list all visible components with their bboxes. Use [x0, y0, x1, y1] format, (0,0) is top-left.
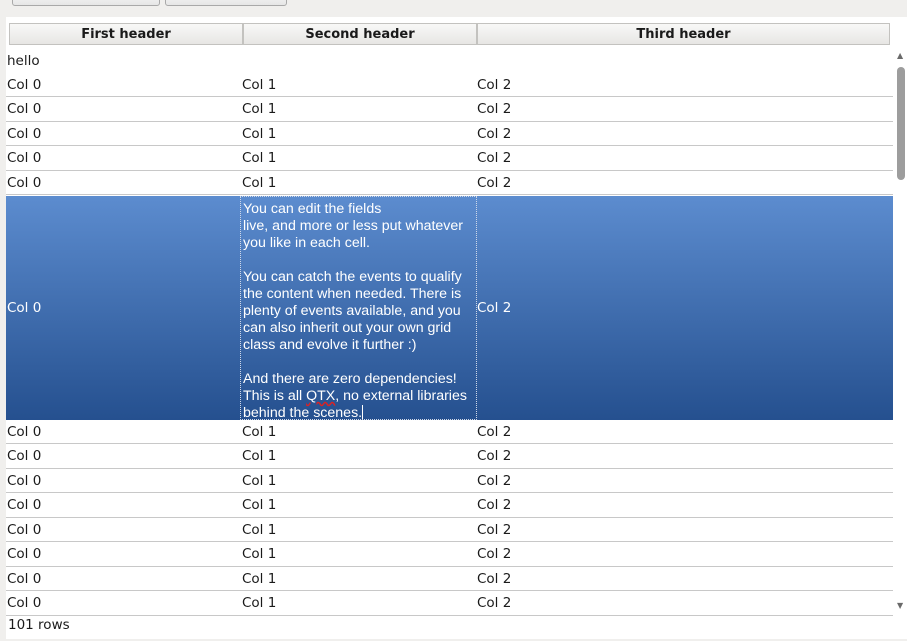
table-row[interactable] [6, 97, 893, 122]
table-cell-col0[interactable]: Col 0 [7, 522, 42, 538]
table-row[interactable] [6, 146, 893, 171]
arrow-up-icon[interactable]: ▲ [897, 51, 904, 60]
table-cell-col2[interactable]: Col 2 [477, 126, 512, 142]
table-cell-col1[interactable]: Col 1 [242, 77, 277, 93]
table-row[interactable] [6, 420, 893, 444]
table-row[interactable] [6, 542, 893, 567]
cell-editor[interactable] [240, 196, 477, 420]
table-cell-col1[interactable]: Col 1 [242, 595, 277, 611]
toolbar-button-1[interactable] [12, 0, 160, 6]
table-cell-col0[interactable]: Col 0 [7, 101, 42, 117]
editor-line [243, 354, 474, 371]
table-row[interactable] [6, 567, 893, 591]
editor-line [243, 252, 474, 269]
table-row[interactable] [6, 493, 893, 518]
editor-line: class and evolve it further :) [243, 337, 417, 353]
table-cell-col1[interactable]: Col 1 [242, 175, 277, 191]
selected-row[interactable] [6, 196, 893, 420]
editor-line: You can edit the fields [243, 201, 382, 217]
editor-line: behind the scenes. [243, 405, 363, 421]
table-cell-col0[interactable]: Col 0 [7, 77, 42, 93]
row-count-status: 101 rows [8, 617, 70, 633]
table-row[interactable] [6, 469, 893, 493]
table-cell-col0[interactable]: Col 0 [7, 571, 42, 587]
table-row[interactable] [6, 518, 893, 542]
table-cell-col1[interactable]: Col 1 [242, 424, 277, 440]
table-cell-col2[interactable]: Col 2 [477, 424, 512, 440]
table-cell-col2[interactable]: Col 2 [477, 595, 512, 611]
selected-cell-col0[interactable]: Col 0 [7, 300, 42, 316]
table-cell-col0[interactable]: Col 0 [7, 150, 42, 166]
table-cell-col0[interactable]: Col 0 [7, 424, 42, 440]
editor-line: you like in each cell. [243, 235, 370, 251]
table-cell-col1[interactable]: Col 1 [242, 473, 277, 489]
table-cell-col1[interactable]: Col 1 [242, 546, 277, 562]
table-cell-col1[interactable]: Col 1 [242, 571, 277, 587]
table-cell-col1[interactable]: Col 1 [242, 497, 277, 513]
editor-line: the content when needed. There is [243, 286, 462, 302]
table-cell-col2[interactable]: Col 2 [477, 77, 512, 93]
table-cell-col2[interactable]: Col 2 [477, 571, 512, 587]
data-grid[interactable] [6, 17, 907, 639]
editor-line: You can catch the events to qualify [243, 269, 462, 285]
table-cell-col0[interactable]: Col 0 [7, 497, 42, 513]
editor-line: can also inherit out your own grid [243, 320, 452, 336]
table-cell-col0[interactable]: Col 0 [7, 595, 42, 611]
editor-line: live, and more or less put whatever [243, 218, 464, 234]
table-cell-col0[interactable]: Col 0 [7, 448, 42, 464]
table-cell-col1[interactable]: Col 1 [242, 448, 277, 464]
table-row[interactable] [6, 444, 893, 469]
arrow-down-icon[interactable]: ▼ [897, 601, 904, 610]
table-cell-col2[interactable]: Col 2 [477, 150, 512, 166]
table-cell-col0[interactable]: Col 0 [7, 473, 42, 489]
table-row[interactable] [6, 591, 893, 616]
editor-line: And there are zero dependencies! [243, 371, 457, 387]
table-cell-col1[interactable]: Col 1 [242, 522, 277, 538]
column-header-third[interactable]: Third header [477, 23, 890, 45]
vertical-scrollbar[interactable] [896, 51, 907, 611]
table-cell-col2[interactable]: Col 2 [477, 101, 512, 117]
table-cell-col1[interactable]: Col 1 [242, 150, 277, 166]
column-header-first[interactable]: First header [9, 23, 243, 45]
table-cell-col1[interactable]: Col 1 [242, 101, 277, 117]
table-cell-col0[interactable]: Col 0 [7, 546, 42, 562]
table-row[interactable] [6, 73, 893, 97]
grid-first-line: hello [7, 53, 40, 69]
column-header-second[interactable]: Second header [243, 23, 477, 45]
editor-line: This is all QTX, no external libraries [243, 388, 467, 404]
table-cell-col1[interactable]: Col 1 [242, 126, 277, 142]
table-cell-col2[interactable]: Col 2 [477, 448, 512, 464]
table-cell-col2[interactable]: Col 2 [477, 522, 512, 538]
scrollbar-thumb[interactable] [897, 67, 905, 180]
table-cell-col0[interactable]: Col 0 [7, 175, 42, 191]
editor-line: plenty of events available, and you [243, 303, 461, 319]
table-cell-col0[interactable]: Col 0 [7, 126, 42, 142]
table-row[interactable] [6, 122, 893, 146]
text-caret [362, 405, 363, 419]
table-row[interactable] [6, 171, 893, 195]
table-cell-col2[interactable]: Col 2 [477, 497, 512, 513]
toolbar-button-2[interactable] [165, 0, 287, 6]
table-cell-col2[interactable]: Col 2 [477, 175, 512, 191]
table-cell-col2[interactable]: Col 2 [477, 546, 512, 562]
selected-cell-col2[interactable]: Col 2 [477, 300, 512, 316]
table-cell-col2[interactable]: Col 2 [477, 473, 512, 489]
